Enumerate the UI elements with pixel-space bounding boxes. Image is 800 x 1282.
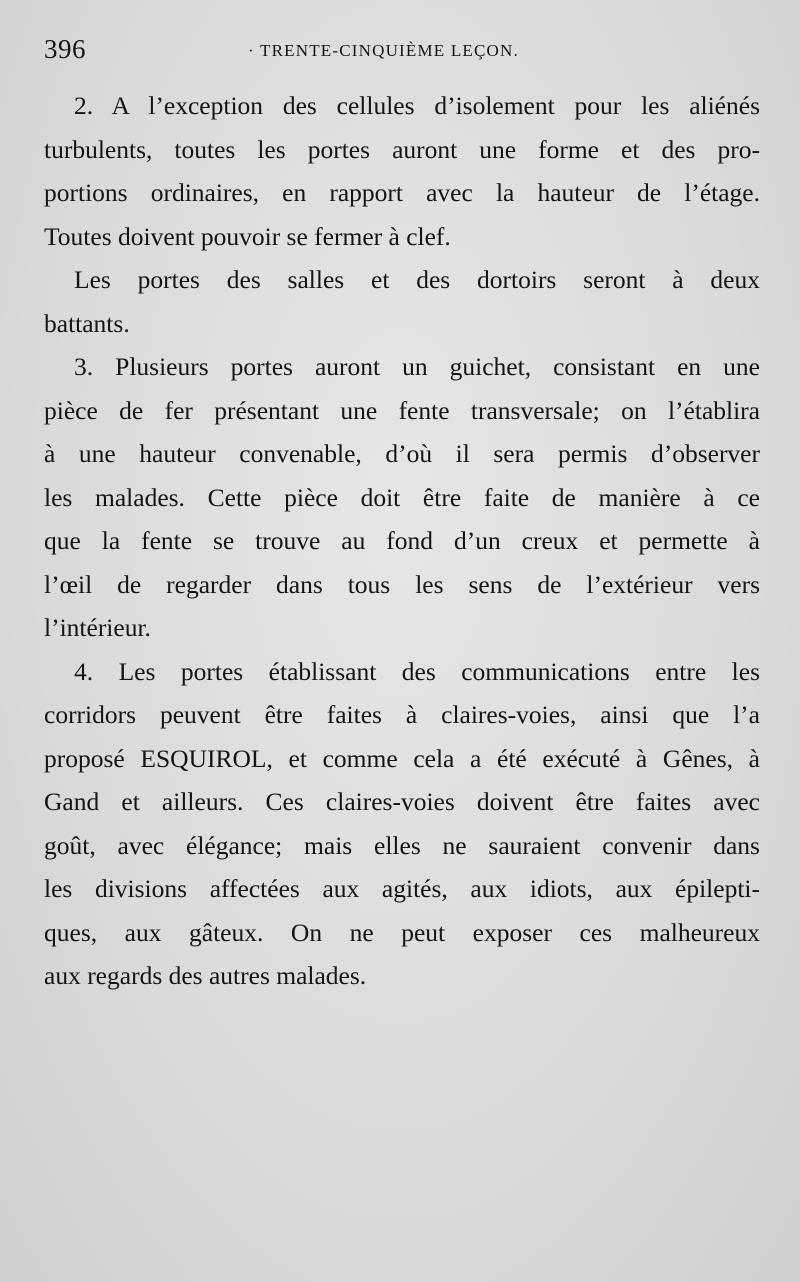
text-line: l’intérieur. xyxy=(44,613,151,642)
text-line: goût, avec élégance; mais elles ne sauraient convenir dans xyxy=(44,830,760,860)
text-line: ques, aux gâteux. On ne peut exposer ces malheureux xyxy=(44,917,760,947)
text-line: l’œil de regarder dans tous les sens de l’extérieur vers xyxy=(44,569,760,599)
text-line: pièce de fer présentant une fente transversale; on l’établira xyxy=(44,395,760,425)
text-line: Gand et ailleurs. Ces claires-voies doivent être faites avec xyxy=(44,787,760,816)
text-line: les malades. Cette pièce doit être faite de manière à ce xyxy=(44,482,760,512)
text-line: 3. Plusieurs portes auront un guichet, consistant en une xyxy=(74,352,760,381)
running-head: · TRENTE-CINQUIÈME LEÇON. xyxy=(248,41,519,60)
text-line: corridors peuvent être faites à claires-voies, ainsi que l’a xyxy=(44,700,760,729)
text-line: turbulents, toutes les portes auront une forme et des pro- xyxy=(44,134,760,164)
page-number: 396 xyxy=(44,34,86,64)
text-line: Toutes doivent pouvoir se fermer à clef. xyxy=(44,221,451,251)
text-line: à une hauteur convenable, d’où il sera permis d’observer xyxy=(44,439,760,468)
text-line: 4. Les portes établissant des communications entre les xyxy=(74,656,760,686)
text-line: battants. xyxy=(44,308,130,338)
text-line: que la fente se trouve au fond d’un creux et permette à xyxy=(44,526,760,555)
text-line: 2. A l’exception des cellules d’isolement pour les aliénés xyxy=(74,91,760,120)
text-line: les divisions affectées aux agités, aux idiots, aux épilepti- xyxy=(44,874,760,903)
body-text xyxy=(44,84,760,998)
text-line: proposé ESQUIROL, et comme cela a été exécuté à Gênes, à xyxy=(44,743,760,773)
text-line: Les portes des salles et des dortoirs seront à deux xyxy=(74,265,760,294)
text-line: aux regards des autres malades. xyxy=(44,961,367,990)
text-line: portions ordinaires, en rapport avec la hauteur de l’étage. xyxy=(44,178,760,207)
